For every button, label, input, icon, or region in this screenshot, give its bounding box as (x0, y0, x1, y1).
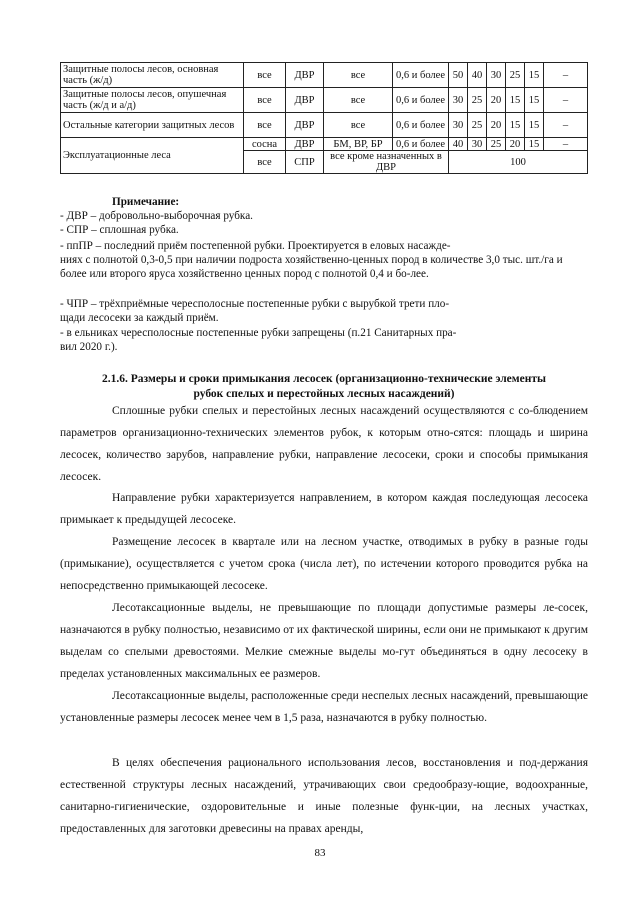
density-cell: 0,6 и более (393, 88, 449, 113)
species-cell: все (244, 151, 286, 174)
cutting-parameters-table (60, 62, 588, 174)
page-number: 83 (314, 847, 326, 859)
value-cell: 50 (449, 63, 468, 88)
value-cell: 20 (487, 113, 506, 138)
note-item-dvr: - ДВР – добровольно-выборочная рубка. (60, 210, 253, 222)
forest-category-cell: Защитные полосы лесов, опушечная часть (ж/д и а/д) (61, 88, 244, 113)
value-cell: 30 (449, 88, 468, 113)
density-cell: 0,6 и более (393, 138, 449, 151)
composition-cell: все (324, 113, 393, 138)
table-row (61, 63, 588, 88)
density-cell: 0,6 и более (393, 63, 449, 88)
table-row (61, 88, 588, 113)
value-cell: 25 (506, 63, 525, 88)
species-cell: все (244, 63, 286, 88)
value-cell: 15 (525, 63, 544, 88)
cutting-method-cell: ДВР (286, 113, 324, 138)
paragraph: Размещение лесосек в квартале или на лесном участке, отводимых в рубку в разные годы (примыкание), осуществляется с учетом срока (числа лет), по истечении которого проводится рубка на непосредственно примыкающей лесосеке. (60, 536, 588, 592)
value-cell: 100 (449, 151, 588, 174)
cutting-method-cell: СПР (286, 151, 324, 174)
species-cell: все (244, 113, 286, 138)
table-row (61, 138, 588, 151)
note-item-chpr-first: - ЧПР – трёхприёмные чересполосные постепенные рубки с вырубкой трети пло- (60, 298, 450, 310)
value-cell: 15 (506, 113, 525, 138)
table-row (61, 113, 588, 138)
forest-category-cell: Эксплуатационные леса (61, 138, 244, 174)
value-cell: – (544, 63, 588, 88)
species-cell: сосна (244, 138, 286, 151)
section-title-line: рубок спелых и перестойных лесных насаждений) (193, 388, 455, 400)
value-cell: 30 (449, 113, 468, 138)
note-heading: Примечание: (112, 196, 180, 208)
value-cell: 15 (525, 138, 544, 151)
forest-category-cell: Остальные категории защитных лесов (61, 113, 244, 138)
paragraph: В целях обеспечения рационального использования лесов, восстановления и под-держания естественной структуры лесных насаждений, утрачивающих свои средообразу-ющие, водоохранные, санитарно-гигиенические, оздоровительные и иные полезные функ-ции, на лесных участках, предоставленных для заготовки древесины на правах аренды, (60, 757, 588, 835)
value-cell: 15 (525, 113, 544, 138)
value-cell: 20 (506, 138, 525, 151)
species-cell: все (244, 88, 286, 113)
value-cell: 25 (468, 88, 487, 113)
note-item-spr: - СПР – сплошная рубка. (60, 224, 179, 236)
value-cell: 40 (468, 63, 487, 88)
note-item-spruce-first: - в ельниках чересполосные постепенные рубки запрещены (п.21 Санитарных пра- (60, 327, 457, 339)
note-item-spruce-rest: вил 2020 г.). (60, 341, 118, 353)
composition-cell: БМ, ВР, БР (324, 138, 393, 151)
note-item-pppr-first: - ппПР – последний приём постепенной рубки. Проектируется в еловых насажде- (60, 240, 451, 252)
value-cell: 20 (487, 88, 506, 113)
composition-cell: все (324, 88, 393, 113)
value-cell: 25 (487, 138, 506, 151)
paragraph: Лесотаксационные выделы, расположенные среди неспелых лесных насаждений, превышающие установленные размеры лесосек менее чем в 1,5 раза, назначаются в рубку полностью. (60, 690, 588, 724)
paragraph: Лесотаксационные выделы, не превышающие по площади допустимые размеры ле-сосек, назначаются в рубку полностью, независимо от их фактической ширины, если они не примыкают к другим выделам со спелыми древостоями. Мелкие смежные выделы мо-гут объединяться в одну лесосеку в пределах установленных максимальных ее размеров. (60, 602, 588, 680)
composition-cell: все кроме назначенных в ДВР (324, 151, 449, 174)
value-cell: 30 (468, 138, 487, 151)
cutting-method-cell: ДВР (286, 88, 324, 113)
cutting-method-cell: ДВР (286, 63, 324, 88)
note-item-pppr-rest: ниях с полнотой 0,3-0,5 при наличии подроста хозяйственно-ценных пород в количестве 3,0 тыс. шт./га и более или второго яруса хозяйственно ценных пород с полнотой 0,4 и бо-лее. (60, 254, 563, 280)
note-item-chpr-rest: щади лесосеки за каждый приём. (60, 312, 219, 324)
value-cell: – (544, 88, 588, 113)
density-cell: 0,6 и более (393, 113, 449, 138)
value-cell: – (544, 113, 588, 138)
cutting-method-cell: ДВР (286, 138, 324, 151)
value-cell: 40 (449, 138, 468, 151)
section-title-line: 2.1.6. Размеры и сроки примыкания лесосек (организационно-технические элементы (102, 373, 546, 385)
value-cell: – (544, 138, 588, 151)
composition-cell: все (324, 63, 393, 88)
paragraph: Сплошные рубки спелых и перестойных лесных насаждений осуществляются с со-блюдением параметров организационно-технических элементов рубок, к которым отно-сятся: площадь и ширина лесосек, количество зарубов, направление рубки, направление лесосеки, сроки и способы примыкания лесосек. (60, 405, 588, 483)
value-cell: 30 (487, 63, 506, 88)
value-cell: 15 (506, 88, 525, 113)
value-cell: 15 (525, 88, 544, 113)
section-title (60, 372, 588, 402)
forest-category-cell: Защитные полосы лесов, основная часть (ж/д) (61, 63, 244, 88)
value-cell: 25 (468, 113, 487, 138)
paragraph: Направление рубки характеризуется направлением, в котором каждая последующая лесосека примыкает к предыдущей лесосеке. (60, 492, 588, 526)
